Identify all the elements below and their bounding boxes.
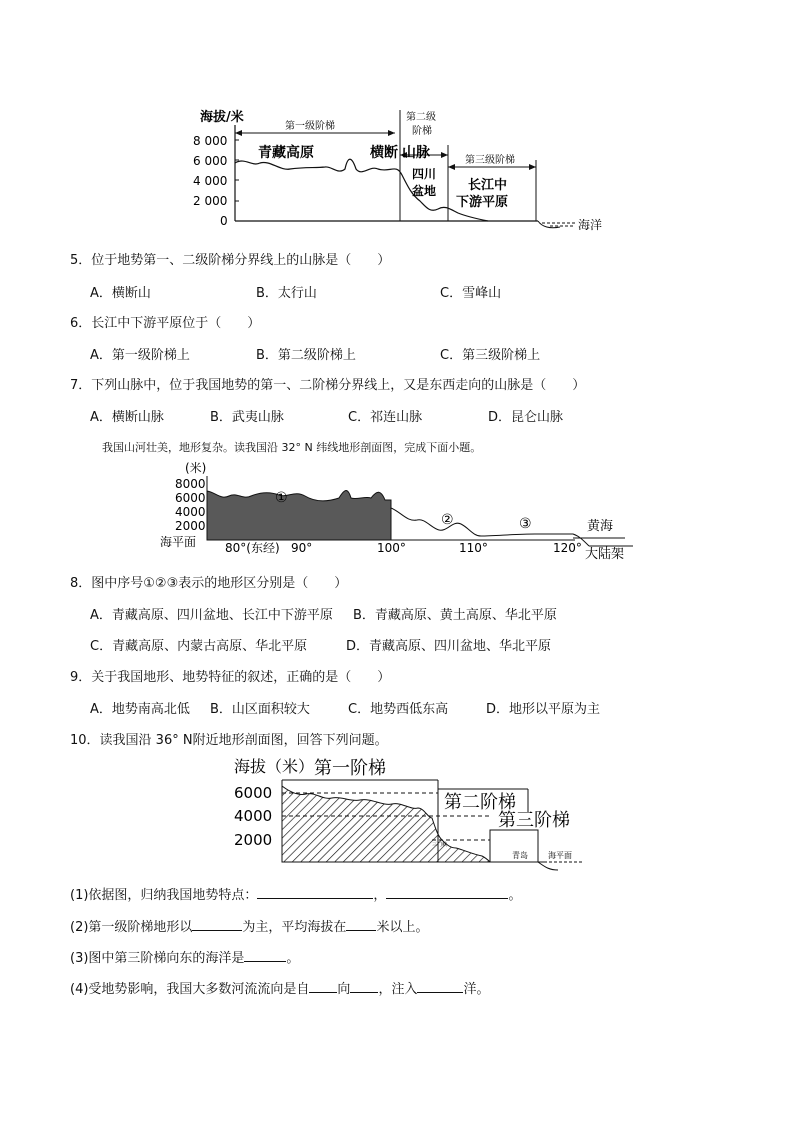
fig1-ytick: 0	[220, 214, 228, 228]
fig1-ytick: 6 000	[193, 154, 228, 168]
fig3-ytick: 4000	[234, 807, 273, 825]
fig2-yellow-sea: 黄海	[587, 519, 614, 534]
fig1-step1-label: 第一级阶梯	[285, 121, 335, 132]
question-7-stem: 7．下列山脉中，位于我国地势的第一、二阶梯分界线上，又是东西走向的山脉是（ ）	[70, 378, 586, 393]
question-7-option-b[interactable]: B．武夷山脉	[210, 410, 284, 425]
fig1-plateau-label: 青藏高原	[258, 145, 314, 161]
sub-question-2	[70, 916, 428, 935]
sub2-prefix: (2)第一级阶梯地形以	[70, 920, 193, 935]
sub4-end: 洋。	[463, 982, 490, 997]
fig1-plain-label: 下游平原	[456, 195, 509, 210]
figure-36n-profile	[232, 752, 592, 874]
sub4-mid2: ，注入	[378, 982, 418, 997]
intro-text: 我国山河壮美，地形复杂。读我国沿 32° N 纬线地形剖面图，完成下面小题。	[102, 441, 482, 454]
answer-blank-3[interactable]	[244, 949, 286, 962]
fig1-step2-label: 阶梯	[412, 126, 432, 137]
fig1-hengduan-label: 横断	[370, 145, 398, 161]
question-8-option-b[interactable]: B．青藏高原、黄土高原、华北平原	[353, 608, 557, 623]
fig1-ylabel: 海拔/米	[200, 110, 244, 125]
sub-question-4	[70, 978, 489, 997]
question-7-option-d[interactable]: D．昆仑山脉	[488, 410, 564, 425]
answer-blank-2b[interactable]	[346, 918, 376, 931]
fig1-step2-label: 第二级	[406, 112, 436, 123]
fig2-marker-2: ②	[441, 512, 454, 528]
sub-question-1	[70, 884, 521, 903]
question-9-stem: 9．关于我国地形、地势特征的叙述，正确的是（ ）	[70, 670, 391, 685]
question-8-option-d[interactable]: D．青藏高原、四川盆地、华北平原	[346, 639, 552, 654]
fig1-plain-label: 长江中	[468, 178, 508, 193]
fig2-shelf: 大陆架	[585, 547, 625, 562]
question-9-option-a[interactable]: A．地势南高北低	[90, 702, 190, 717]
fig2-sealevel: 海平面	[160, 535, 197, 549]
fig2-ytick: 4000	[175, 505, 206, 519]
fig2-ytick: 6000	[175, 491, 206, 505]
fig3-step1: 第一阶梯	[314, 758, 386, 779]
answer-blank-4c[interactable]	[417, 980, 463, 993]
fig2-plateau-fill	[207, 491, 391, 541]
answer-blank-4b[interactable]	[350, 980, 378, 993]
sub4-mid1: 向	[337, 982, 351, 997]
question-6-stem: 6．长江中下游平原位于（ ）	[70, 316, 261, 331]
question-9-option-b[interactable]: B．山区面积较大	[210, 702, 310, 717]
fig2-ytick: 2000	[175, 519, 206, 533]
fig3-ytick: 6000	[234, 784, 273, 802]
fig3-ylabel: 海拔（米）	[234, 757, 315, 776]
sub3-end: 。	[286, 951, 300, 966]
answer-blank-2a[interactable]	[192, 918, 242, 931]
fig2-xtick: 100°	[377, 541, 406, 555]
sub1-prefix: (1)依据图，归纳我国地势特点：	[70, 888, 258, 903]
question-10-stem: 10．读我国沿 36° N附近地形剖面图，回答下列问题。	[70, 733, 388, 748]
fig3-step3: 第三阶梯	[498, 810, 570, 831]
fig1-ytick: 4 000	[193, 174, 228, 188]
fig2-xtick: 90°	[291, 541, 313, 555]
fig2-xtick: 80°(东经)	[225, 541, 280, 555]
fig2-marker-1: ①	[275, 490, 288, 506]
fig3-sealevel: 海平面	[548, 851, 572, 860]
fig1-basin-label: 四川	[412, 167, 437, 181]
answer-blank-4a[interactable]	[309, 980, 337, 993]
fig1-ytick: 2 000	[193, 194, 228, 208]
question-8-option-c[interactable]: C．青藏高原、内蒙古高原、华北平原	[90, 639, 308, 654]
question-9-option-c[interactable]: C．地势西低东高	[348, 702, 449, 717]
fig3-step2: 第二阶梯	[444, 792, 516, 813]
figure-terrain-steps	[190, 105, 620, 235]
sub1-comma: ，	[373, 888, 387, 903]
fig2-xtick: 110°	[459, 541, 488, 555]
question-9-option-d[interactable]: D．地形以平原为主	[486, 702, 601, 717]
question-6-option-a[interactable]: A．第一级阶梯上	[90, 348, 190, 363]
question-5-stem: 5．位于地势第一、二级阶梯分界线上的山脉是（ ）	[70, 253, 391, 268]
sub1-end: 。	[508, 888, 522, 903]
fig1-shanmai-label: 山脉	[402, 145, 430, 161]
question-5-option-b[interactable]: B．太行山	[256, 286, 317, 301]
fig1-ocean-label: 海洋	[578, 218, 603, 232]
question-8-stem: 8．图中序号①②③表示的地形区分别是（ ）	[70, 576, 348, 591]
fig2-xtick: 120°	[553, 541, 582, 555]
fig3-small-label: 三门峡	[432, 842, 448, 848]
fig3-qingdao: 青岛	[512, 851, 528, 860]
question-7-option-a[interactable]: A．横断山脉	[90, 410, 164, 425]
sub2-mid: 为主，平均海拔在	[242, 920, 347, 935]
fig1-terrain-line	[235, 159, 488, 221]
figure-32n-profile	[155, 458, 645, 566]
question-6-option-b[interactable]: B．第二级阶梯上	[256, 348, 356, 363]
fig2-ytick: 8000	[175, 477, 206, 491]
question-8-option-a[interactable]: A．青藏高原、四川盆地、长江中下游平原	[90, 608, 333, 623]
answer-blank-1a[interactable]	[257, 886, 373, 899]
sub-question-3	[70, 947, 299, 966]
fig3-ytick: 2000	[234, 831, 273, 849]
answer-blank-1b[interactable]	[386, 886, 508, 899]
sub4-prefix: (4)受地势影响，我国大多数河流流向是自	[70, 982, 310, 997]
question-5-option-c[interactable]: C．雪峰山	[440, 286, 502, 301]
fig1-ytick: 8 000	[193, 134, 228, 148]
fig2-unit: (米)	[185, 461, 207, 475]
question-5-option-a[interactable]: A．横断山	[90, 286, 151, 301]
fig2-marker-3: ③	[519, 516, 532, 532]
sub2-end: 米以上。	[376, 920, 429, 935]
fig1-basin-label: 盆地	[412, 184, 437, 198]
sub3-prefix: (3)图中第三阶梯向东的海洋是	[70, 951, 245, 966]
question-7-option-c[interactable]: C．祁连山脉	[348, 410, 423, 425]
question-6-option-c[interactable]: C．第三级阶梯上	[440, 348, 541, 363]
fig1-step3-label: 第三级阶梯	[465, 155, 515, 166]
